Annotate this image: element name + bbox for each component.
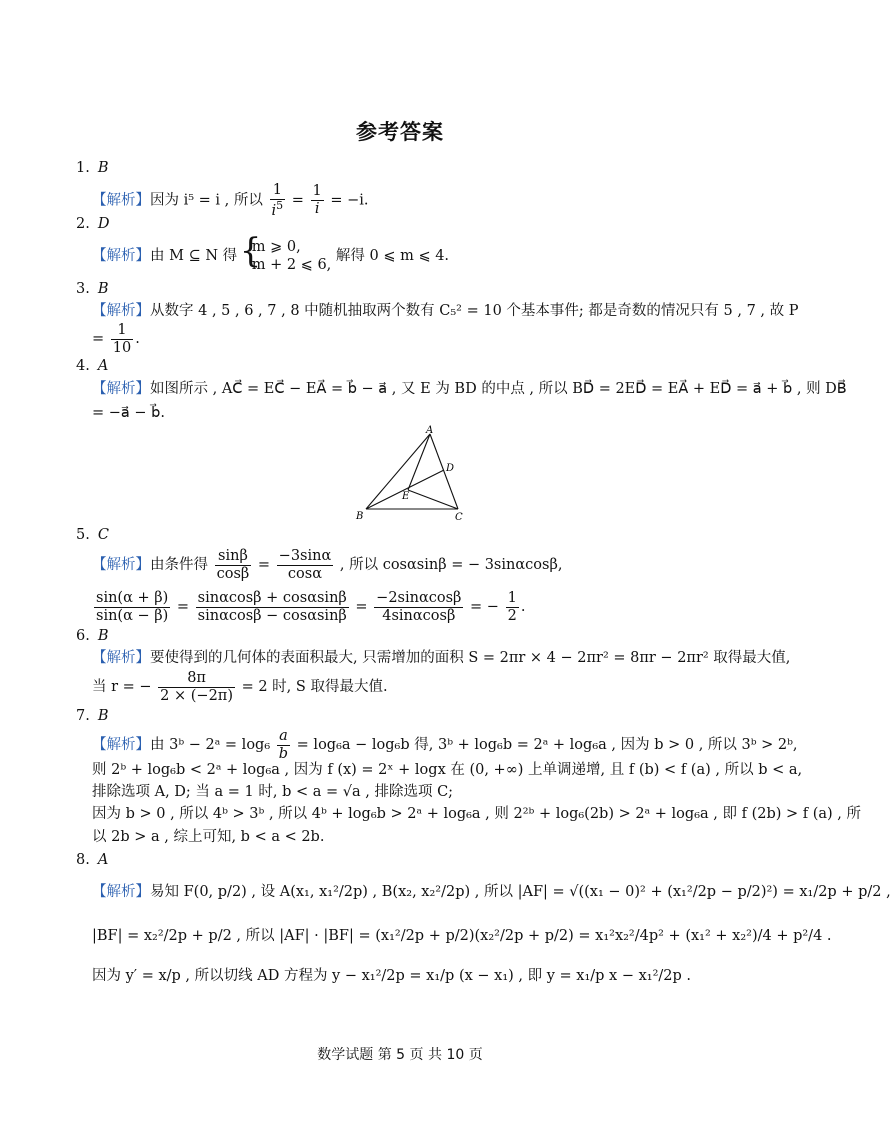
solution-8-line2: |BF| = x₂²/2p + p/2 , 所以 |AF| · |BF| = (x₁²/2p + p/2)(x₂²/2p + p/2) = x₁²x₂²/4p² + (x₁² + x₂²)/4 + p²/4 . <box>92 928 832 944</box>
label-c: C <box>455 512 463 523</box>
label-d: D <box>446 463 455 474</box>
solution-8: 【解析】易知 F(0, p/2) , 设 A(x₁, x₁²/2p) , B(x₂, x₂²/2p) , 所以 |AF| = √((x₁ − 0)² + (x₁²/2p − p/2)²) = x₁/2p + p/2 , <box>92 884 891 900</box>
answer-5: 5. C <box>76 527 109 543</box>
answer-3: 3. B <box>76 281 109 297</box>
answer-1: 1. B <box>76 160 109 176</box>
solution-3-cont: = $\frac{1}{10}$ . <box>92 322 140 356</box>
answer-2: 2. D <box>76 216 110 232</box>
solution-6-cont: 当 r = − $\frac{8\pi}{2 \times (-2\pi)}$ = 2 时, S 取得最大值. <box>92 670 388 704</box>
solution-7-line3: 排除选项 A, D; 当 a = 1 时, b < a = √a , 排除选项 C; <box>92 784 454 800</box>
solution-7: 【解析】由 3ᵇ − 2ᵃ = log₆ $\frac{a}{b}$ = log₆a − log₆b 得, 3ᵇ + log₆b = 2ᵃ + log₆a , 因为 b > 0 , 所以 3ᵇ > 2ᵇ, <box>92 728 798 762</box>
answer-4: 4. A <box>76 358 109 374</box>
page-footer: 数学试题 第 5 页 共 10 页 <box>317 1047 483 1063</box>
solution-3: 【解析】从数字 4 , 5 , 6 , 7 , 8 中随机抽取两个数有 C₅² = 10 个基本事件; 都是奇数的情况只有 5 , 7 , 故 P <box>92 303 799 319</box>
solution-1: 【解析】因为 i⁵ = i , 所以 $\frac{1}{i^5}$ = $\frac{1}{i}$ = −i. <box>92 182 369 219</box>
triangle-figure <box>352 424 472 524</box>
analysis-tag: 【解析】 <box>92 192 150 209</box>
solution-6: 【解析】要使得到的几何体的表面积最大, 只需增加的面积 S = 2πr × 4 − 2πr² = 8πr − 2πr² 取得最大值, <box>92 650 791 666</box>
label-b: B <box>356 511 364 522</box>
solution-4: 【解析】如图所示 , AC⃗ = EC⃗ − EA⃗ = b⃗ − a⃗ , 又 E 为 BD 的中点 , 所以 BD⃗ = 2ED⃗ = EA⃗ + ED⃗ = a⃗ + b⃗ , 则 DB⃗ <box>92 381 847 397</box>
label-e: E <box>402 491 410 502</box>
answer-8: 8. A <box>76 852 109 868</box>
answer-6: 6. B <box>76 628 109 644</box>
label-a: A <box>426 425 434 436</box>
solution-2: 【解析】由 M ⊆ N 得 { m ⩾ 0, m + 2 ⩽ 6, 解得 0 ⩽ m ⩽ 4. <box>92 238 449 274</box>
page-title: 参考答案 <box>356 120 444 144</box>
solution-8-line3: 因为 y′ = x/p , 所以切线 AD 方程为 y − x₁²/2p = x₁/p (x − x₁) , 即 y = x₁/p x − x₁²/2p . <box>92 968 692 984</box>
solution-7-line2: 则 2ᵇ + log₆b < 2ᵃ + log₆a , 因为 f (x) = 2ˣ + logx 在 (0, +∞) 上单调递增, 且 f (b) < f (a) , 所以 b < a, <box>92 762 803 778</box>
solution-5-cont: $\frac{\sin(\alpha + \beta)}{\sin(\alpha - \beta)}$ = $\frac{\sin\alpha\cos\beta + \cos\alpha\sin\beta}{\sin\alpha\cos\beta - \cos\alpha\sin\beta}$ = $\frac{-2\sin\alpha\cos\beta}{4\sin\alpha\cos\beta}$ = − $\frac{1}{2}$ . <box>96 590 526 624</box>
solution-5: 【解析】由条件得 $\frac{\sin\beta}{\cos\beta}$ = $\frac{-3\sin\alpha}{\cos\alpha}$ , 所以 cosαsinβ = − 3sinαcosβ, <box>92 548 563 582</box>
solution-7-line4: 因为 b > 0 , 所以 4ᵇ > 3ᵇ , 所以 4ᵇ + log₆b > 2ᵃ + log₆a , 则 2²ᵇ + log₆(2b) > 2ᵃ + log₆a , 即 f (2b) > f (a) , 所 <box>92 806 862 822</box>
solution-4-cont: = −a⃗ − b⃗. <box>92 405 165 421</box>
answer-7: 7. B <box>76 708 109 724</box>
solution-7-line5: 以 2b > a , 综上可知, b < a < 2b. <box>92 829 325 845</box>
